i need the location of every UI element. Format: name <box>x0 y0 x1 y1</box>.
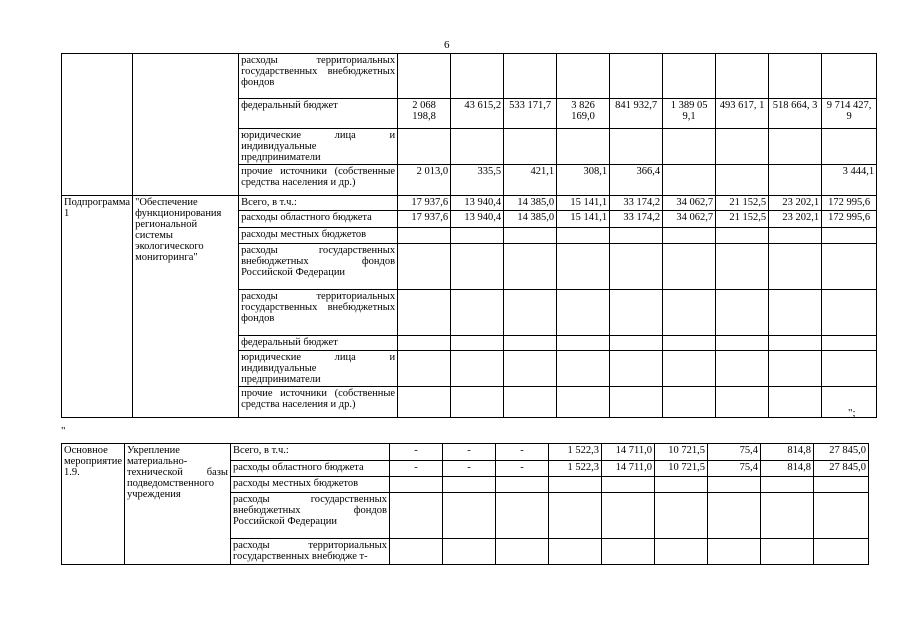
row-label: прочие источники (собственные средства населения и др.) <box>239 387 398 418</box>
value-cell: 814,8 <box>760 444 813 461</box>
value-cell <box>769 336 822 351</box>
value-cell <box>716 244 769 290</box>
value-cell <box>610 54 663 99</box>
value-cell: 14 385,0 <box>504 196 557 211</box>
value-cell <box>813 539 868 565</box>
value-cell <box>769 228 822 244</box>
row-label: расходы областного бюджета <box>230 461 389 477</box>
value-cell <box>822 54 877 99</box>
value-cell <box>760 493 813 539</box>
value-cell: 34 062,7 <box>663 211 716 228</box>
value-cell <box>389 539 442 565</box>
value-cell: 2 013,0 <box>398 165 451 196</box>
value-cell <box>610 351 663 387</box>
value-cell <box>601 477 654 493</box>
value-cell <box>504 336 557 351</box>
value-cell <box>663 129 716 165</box>
value-cell <box>707 539 760 565</box>
activity-name: Укрепление материально-технической базы подведомственного учреждения <box>124 444 230 565</box>
value-cell <box>610 387 663 418</box>
value-cell: - <box>495 461 548 477</box>
value-cell: 493 617, 1 <box>716 99 769 129</box>
value-cell: 13 940,4 <box>451 196 504 211</box>
value-cell: 43 615,2 <box>451 99 504 129</box>
value-cell <box>610 336 663 351</box>
value-cell <box>398 129 451 165</box>
value-cell: 335,5 <box>451 165 504 196</box>
value-cell: 533 171,7 <box>504 99 557 129</box>
value-cell <box>398 244 451 290</box>
value-cell: 366,4 <box>610 165 663 196</box>
value-cell <box>610 290 663 336</box>
value-cell <box>398 290 451 336</box>
value-cell <box>822 351 877 387</box>
value-cell <box>442 539 495 565</box>
value-cell <box>504 244 557 290</box>
value-cell: 75,4 <box>707 444 760 461</box>
value-cell <box>504 129 557 165</box>
value-cell: 14 711,0 <box>601 461 654 477</box>
value-cell: 15 141,1 <box>557 196 610 211</box>
subprogram-name: "Обеспечение функционирования региональной системы экологического мониторинга" <box>133 196 239 418</box>
value-cell <box>398 387 451 418</box>
value-cell: - <box>389 444 442 461</box>
value-cell <box>495 493 548 539</box>
value-cell <box>398 336 451 351</box>
value-cell: 9 714 427, 9 <box>822 99 877 129</box>
value-cell <box>716 228 769 244</box>
value-cell <box>451 54 504 99</box>
value-cell: 17 937,6 <box>398 211 451 228</box>
value-cell: - <box>442 444 495 461</box>
value-cell: 1 389 05 9,1 <box>663 99 716 129</box>
value-cell <box>769 165 822 196</box>
value-cell: 1 522,3 <box>548 444 601 461</box>
value-cell <box>557 228 610 244</box>
row-label: расходы государственных внебюджетных фондов Российской Федерации <box>239 244 398 290</box>
value-cell <box>716 351 769 387</box>
value-cell: 23 202,1 <box>769 196 822 211</box>
value-cell <box>813 477 868 493</box>
value-cell <box>557 129 610 165</box>
value-cell: 23 202,1 <box>769 211 822 228</box>
value-cell: - <box>442 461 495 477</box>
value-cell <box>557 244 610 290</box>
value-cell: 2 068 198,8 <box>398 99 451 129</box>
value-cell: 14 385,0 <box>504 211 557 228</box>
value-cell <box>451 290 504 336</box>
value-cell <box>557 387 610 418</box>
row-label: расходы местных бюджетов <box>230 477 389 493</box>
blank-name-cell <box>133 54 239 196</box>
value-cell: 75,4 <box>707 461 760 477</box>
value-cell <box>716 165 769 196</box>
value-cell <box>557 290 610 336</box>
row-label: расходы территориальных государственных внебюджетных фондов <box>239 54 398 99</box>
value-cell <box>822 290 877 336</box>
value-cell <box>654 493 707 539</box>
value-cell <box>557 54 610 99</box>
value-cell: 1 522,3 <box>548 461 601 477</box>
value-cell: 308,1 <box>557 165 610 196</box>
closing-quote: "; <box>848 407 856 419</box>
value-cell <box>451 228 504 244</box>
activity-table <box>61 443 869 565</box>
value-cell <box>716 129 769 165</box>
value-cell <box>548 493 601 539</box>
value-cell <box>610 244 663 290</box>
value-cell <box>451 351 504 387</box>
value-cell <box>663 336 716 351</box>
value-cell <box>813 493 868 539</box>
value-cell: 33 174,2 <box>610 196 663 211</box>
value-cell: - <box>389 461 442 477</box>
row-label: юридические лица и индивидуальные предприниматели <box>239 129 398 165</box>
value-cell: 15 141,1 <box>557 211 610 228</box>
value-cell: 3 444,1 <box>822 165 877 196</box>
value-cell <box>548 477 601 493</box>
value-cell <box>769 351 822 387</box>
value-cell <box>663 244 716 290</box>
value-cell <box>548 539 601 565</box>
row-label: федеральный бюджет <box>239 99 398 129</box>
value-cell <box>389 477 442 493</box>
value-cell: 518 664, 3 <box>769 99 822 129</box>
budget-table-continued <box>61 53 877 418</box>
opening-quote: " <box>61 425 66 437</box>
value-cell: 13 940,4 <box>451 211 504 228</box>
value-cell: 3 826 169,0 <box>557 99 610 129</box>
value-cell <box>442 477 495 493</box>
value-cell <box>822 244 877 290</box>
row-label: прочие источники (собственные средства населения и др.) <box>239 165 398 196</box>
value-cell <box>495 477 548 493</box>
value-cell <box>451 387 504 418</box>
value-cell <box>451 336 504 351</box>
value-cell: 21 152,5 <box>716 196 769 211</box>
row-label: расходы местных бюджетов <box>239 228 398 244</box>
value-cell <box>557 351 610 387</box>
row-label: федеральный бюджет <box>239 336 398 351</box>
blank-code-cell <box>62 54 133 196</box>
value-cell <box>769 54 822 99</box>
value-cell <box>769 290 822 336</box>
value-cell <box>760 539 813 565</box>
value-cell <box>822 129 877 165</box>
value-cell: - <box>495 444 548 461</box>
value-cell <box>769 244 822 290</box>
value-cell: 172 995,6 <box>822 196 877 211</box>
row-label: Всего, в т.ч.: <box>230 444 389 461</box>
value-cell: 172 995,6 <box>822 211 877 228</box>
value-cell: 10 721,5 <box>654 444 707 461</box>
value-cell: 814,8 <box>760 461 813 477</box>
value-cell <box>601 493 654 539</box>
row-label: расходы областного бюджета <box>239 211 398 228</box>
value-cell <box>707 477 760 493</box>
value-cell <box>760 477 813 493</box>
value-cell <box>769 129 822 165</box>
value-cell <box>663 290 716 336</box>
value-cell: 14 711,0 <box>601 444 654 461</box>
value-cell <box>495 539 548 565</box>
value-cell <box>654 539 707 565</box>
value-cell <box>654 477 707 493</box>
value-cell <box>663 165 716 196</box>
value-cell <box>451 244 504 290</box>
value-cell: 841 932,7 <box>610 99 663 129</box>
value-cell <box>610 129 663 165</box>
value-cell: 421,1 <box>504 165 557 196</box>
value-cell: 21 152,5 <box>716 211 769 228</box>
activity-code: Основное мероприятие 1.9. <box>62 444 125 565</box>
value-cell <box>389 493 442 539</box>
value-cell <box>504 387 557 418</box>
value-cell <box>716 387 769 418</box>
value-cell <box>398 351 451 387</box>
value-cell <box>451 129 504 165</box>
value-cell <box>716 336 769 351</box>
row-label: расходы территориальных государственных внебюджетных фондов <box>239 290 398 336</box>
value-cell: 10 721,5 <box>654 461 707 477</box>
value-cell <box>716 54 769 99</box>
value-cell <box>398 228 451 244</box>
value-cell <box>822 228 877 244</box>
value-cell <box>769 387 822 418</box>
subprogram-code: Подпрограмма 1 <box>62 196 133 418</box>
value-cell <box>663 387 716 418</box>
value-cell <box>398 54 451 99</box>
value-cell <box>504 228 557 244</box>
value-cell <box>442 493 495 539</box>
value-cell <box>610 228 663 244</box>
value-cell: 27 845,0 <box>813 444 868 461</box>
value-cell <box>504 54 557 99</box>
value-cell <box>557 336 610 351</box>
table-row <box>62 196 877 211</box>
table-row <box>62 54 877 99</box>
row-label: расходы государственных внебюджетных фондов Российской Федерации <box>230 493 389 539</box>
value-cell <box>504 351 557 387</box>
value-cell <box>822 336 877 351</box>
value-cell <box>663 228 716 244</box>
table-row <box>62 444 869 461</box>
value-cell <box>716 290 769 336</box>
row-label: юридические лица и индивидуальные предприниматели <box>239 351 398 387</box>
value-cell: 27 845,0 <box>813 461 868 477</box>
value-cell: 33 174,2 <box>610 211 663 228</box>
value-cell: 34 062,7 <box>663 196 716 211</box>
value-cell: 17 937,6 <box>398 196 451 211</box>
value-cell <box>663 351 716 387</box>
value-cell <box>601 539 654 565</box>
row-label: Всего, в т.ч.: <box>239 196 398 211</box>
page-number: 6 <box>444 39 450 51</box>
value-cell <box>707 493 760 539</box>
value-cell <box>663 54 716 99</box>
value-cell <box>504 290 557 336</box>
row-label: расходы территориальных государственных внебюдже т- <box>230 539 389 565</box>
